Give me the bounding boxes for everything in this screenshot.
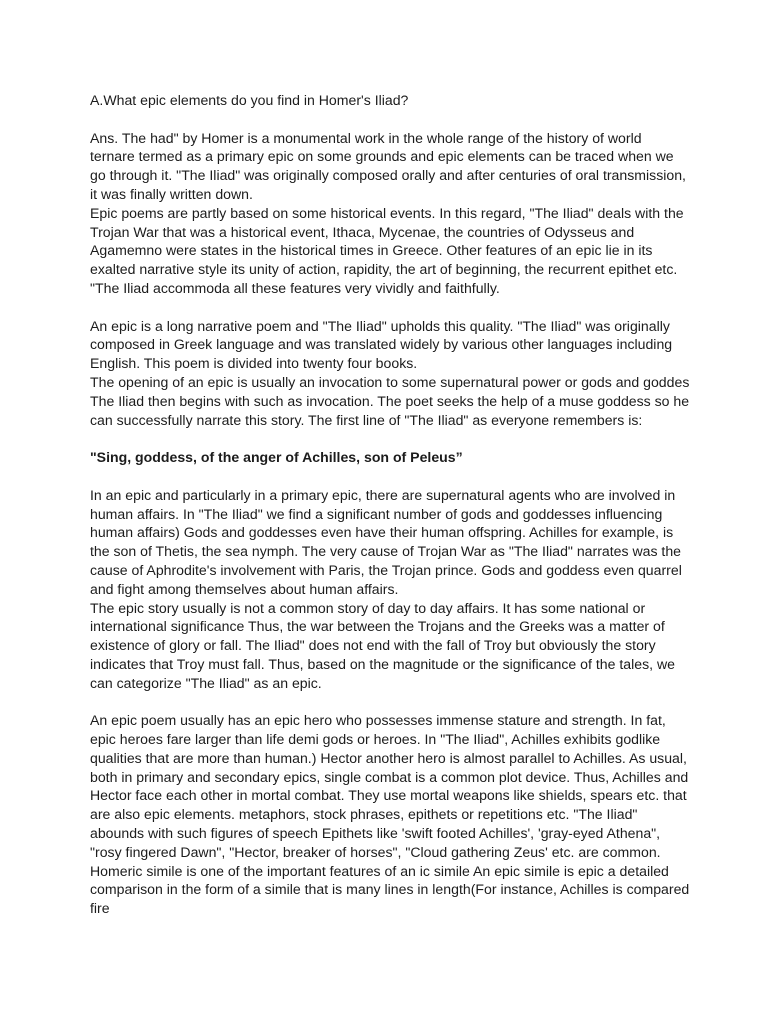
text-line: the son of Thetis, the sea nymph. The very cause of Trojan War as "The Iliad" narrates was the bbox=[90, 543, 682, 560]
text-line: international significance Thus, the war between the Trojans and the Greeks was a matter of bbox=[90, 618, 665, 635]
text-line: An epic is a long narrative poem and "The Iliad" upholds this quality. "The Iliad" was originally bbox=[90, 317, 670, 334]
text-line: Hector face each other in mortal combat. They use mortal weapons like shields, spears etc. that bbox=[90, 787, 687, 804]
text-line: Agamemno were states in the historical times in Greece. Other features of an epic lie in its bbox=[90, 242, 653, 259]
text-line: go through it. "The Iliad" was originally composed orally and after centuries of oral transmission, bbox=[90, 167, 686, 184]
spacer bbox=[90, 298, 688, 317]
question-heading: A.What epic elements do you find in Homer's Iliad? bbox=[90, 92, 409, 108]
text-line: human affairs. In "The Iliad" we find a significant number of gods and goddesses influencing bbox=[90, 505, 663, 522]
spacer bbox=[90, 429, 688, 448]
text-line: comparison in the form of a simile that is many lines in length(For instance, Achilles is compared bbox=[90, 881, 690, 898]
text-line: both in primary and secondary epics, single combat is a common plot device. Thus, Achilles and bbox=[90, 768, 689, 785]
text-line: composed in Greek language and was translated widely by various other languages including bbox=[90, 336, 673, 353]
text-line: can categorize "The Iliad" as an epic. bbox=[90, 674, 322, 691]
text-line: ternare termed as a primary epic on some grounds and epic elements can be traced when we bbox=[90, 148, 674, 165]
text-line: exalted narrative style its unity of action, rapidity, the art of beginning, the recurrent epithet etc. bbox=[90, 261, 678, 278]
text-line: qualities that are more than human.) Hector another hero is almost parallel to Achilles. As usual, bbox=[90, 749, 687, 766]
paragraph-4 bbox=[90, 711, 688, 918]
text-line: Trojan War that was a historical event, Ithaca, Mycenae, the countries of Odysseus and bbox=[90, 223, 635, 240]
text-line: "The Iliad accommoda all these features very vividly and faithfully. bbox=[90, 279, 500, 296]
text-line: In an epic and particularly in a primary epic, there are supernatural agents who are involved in bbox=[90, 486, 676, 503]
text-line: it was finally written down. bbox=[90, 185, 253, 202]
text-line: Homeric simile is one of the important features of an ic simile An epic simile is epic a detailed bbox=[90, 862, 669, 879]
paragraph-2 bbox=[90, 317, 688, 430]
text-line: The Iliad then begins with such as invocation. The poet seeks the help of a muse goddess so he bbox=[90, 392, 690, 409]
spacer bbox=[90, 110, 688, 129]
iliad-opening-quote: "Sing, goddess, of the anger of Achilles, son of Peleus” bbox=[90, 449, 463, 466]
spacer bbox=[90, 693, 688, 712]
paragraph-3 bbox=[90, 486, 688, 693]
text-line: An epic poem usually has an epic hero who possesses immense stature and strength. In fat, bbox=[90, 712, 666, 729]
text-line: human affairs) Gods and goddesses even have their human offspring. Achilles for example, is bbox=[90, 524, 674, 541]
document-page bbox=[90, 91, 688, 918]
text-line: can successfully narrate this story. The first line of "The Iliad" as everyone remembers is: bbox=[90, 411, 643, 428]
text-line: "rosy fingered Dawn", "Hector, breaker of horses", "Cloud gathering Zeus' etc. are common. bbox=[90, 843, 661, 860]
text-line: and fight among themselves about human affairs. bbox=[90, 580, 399, 597]
text-line: are also epic elements. metaphors, stock phrases, epithets or repetitions etc. "The Iliad" bbox=[90, 806, 638, 823]
text-line: existence of glory or fall. The Iliad" does not end with the fall of Troy but obviously the story bbox=[90, 637, 656, 654]
text-line: epic heroes fare larger than life demi gods or heroes. In "The Iliad", Achilles exhibits godlike bbox=[90, 731, 661, 748]
text-line: cause of Aphrodite's involvement with Paris, the Trojan prince. Gods and goddess even quarrel bbox=[90, 561, 682, 578]
text-line: The opening of an epic is usually an invocation to some supernatural power or gods and goddes bbox=[90, 373, 690, 390]
text-line: fire bbox=[90, 900, 110, 917]
spacer bbox=[90, 467, 688, 486]
text-line: indicates that Troy must fall. Thus, based on the magnitude or the significance of the tales, we bbox=[90, 655, 675, 672]
paragraph-1 bbox=[90, 129, 688, 298]
text-line: English. This poem is divided into twenty four books. bbox=[90, 355, 418, 372]
text-line: Epic poems are partly based on some historical events. In this regard, "The Iliad" deals with the bbox=[90, 204, 684, 221]
text-line: Ans. The had" by Homer is a monumental work in the whole range of the history of world bbox=[90, 129, 642, 146]
text-line: abounds with such figures of speech Epithets like 'swift footed Achilles', 'gray-eyed Athena", bbox=[90, 825, 661, 842]
text-line: The epic story usually is not a common story of day to day affairs. It has some national or bbox=[90, 599, 646, 616]
